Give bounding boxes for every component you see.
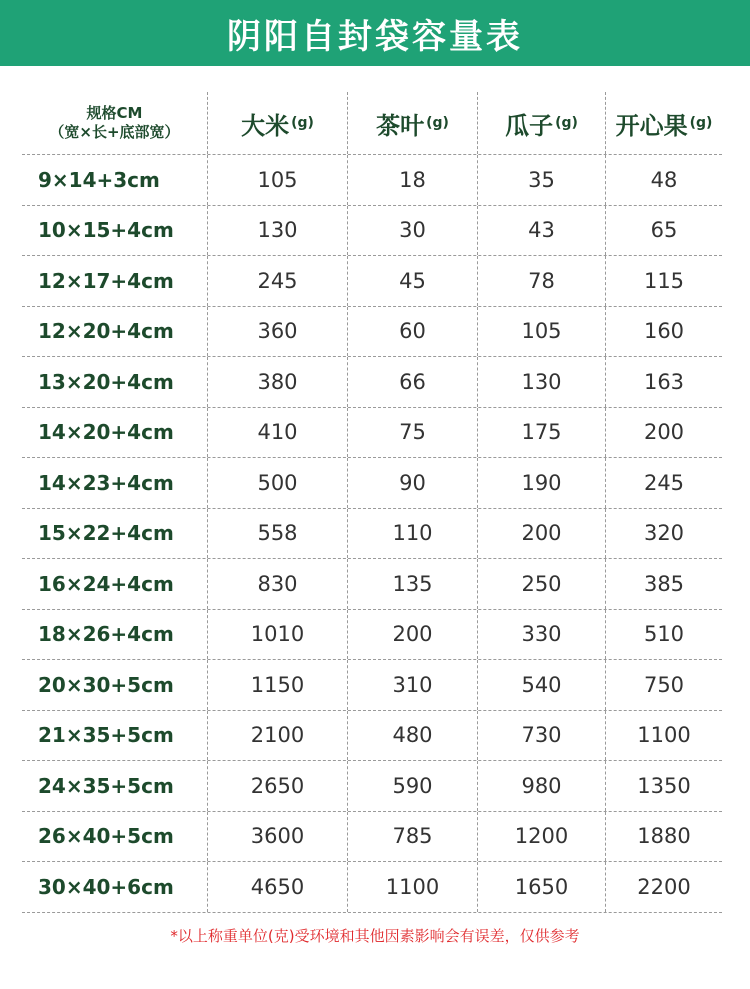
value-cell: 163 [643, 369, 685, 394]
value-cell: 1880 [637, 824, 691, 849]
value-cell: 200 [478, 509, 606, 559]
value-cell: 510 [643, 622, 685, 647]
value-cell: 1100 [637, 723, 691, 748]
table-row [22, 761, 722, 812]
column-header-rice [208, 92, 348, 154]
value-cell: 1150 [208, 660, 348, 710]
spec-cell: 26×40+5cm [22, 812, 208, 862]
column-unit: (g) [555, 115, 578, 131]
value-cell: 1010 [208, 610, 348, 660]
column-header-seeds [478, 92, 606, 154]
value-cell: 360 [208, 307, 348, 357]
value-cell: 4650 [208, 862, 348, 912]
spec-cell: 20×30+5cm [22, 660, 208, 710]
table-row [22, 357, 722, 408]
page-title: 阴阳自封袋容量表 [227, 16, 523, 57]
table-header-row [22, 92, 722, 155]
value-cell: 730 [478, 711, 606, 761]
value-cell: 3600 [208, 812, 348, 862]
column-name: 茶叶 [376, 111, 425, 140]
table-row [22, 610, 722, 661]
spec-cell: 14×23+4cm [22, 458, 208, 508]
value-cell: 130 [478, 357, 606, 407]
spec-column-header [22, 92, 208, 154]
value-cell: 250 [478, 559, 606, 609]
value-cell: 45 [348, 256, 478, 306]
value-cell: 750 [643, 672, 685, 697]
value-cell: 540 [478, 660, 606, 710]
table-row [22, 307, 722, 358]
value-cell: 175 [478, 408, 606, 458]
value-cell: 66 [348, 357, 478, 407]
spec-cell: 21×35+5cm [22, 711, 208, 761]
table-row [22, 509, 722, 560]
spec-cell: 30×40+6cm [22, 862, 208, 912]
value-cell: 110 [348, 509, 478, 559]
column-name: 大米 [241, 111, 290, 140]
value-cell: 78 [478, 256, 606, 306]
value-cell: 18 [348, 155, 478, 205]
spec-cell: 16×24+4cm [22, 559, 208, 609]
value-cell: 190 [478, 458, 606, 508]
value-cell: 980 [478, 761, 606, 811]
spec-cell: 12×20+4cm [22, 307, 208, 357]
value-cell: 30 [348, 206, 478, 256]
value-cell: 90 [348, 458, 478, 508]
value-cell: 1350 [637, 773, 691, 798]
value-cell: 200 [643, 420, 685, 445]
value-cell: 590 [348, 761, 478, 811]
footnote: *以上称重单位(克)受环境和其他因素影响会有误差，仅供参考 [170, 927, 580, 945]
value-cell: 2200 [637, 874, 691, 899]
value-cell: 310 [348, 660, 478, 710]
value-cell: 380 [208, 357, 348, 407]
value-cell: 245 [208, 256, 348, 306]
value-cell: 160 [643, 319, 685, 344]
value-cell: 500 [208, 458, 348, 508]
column-unit: (g) [426, 115, 449, 131]
value-cell: 35 [478, 155, 606, 205]
spec-header-line1: 规格CM [86, 104, 143, 122]
value-cell: 330 [478, 610, 606, 660]
value-cell: 75 [348, 408, 478, 458]
value-cell: 385 [643, 571, 685, 596]
table-row [22, 458, 722, 509]
value-cell: 1650 [478, 862, 606, 912]
value-cell: 135 [348, 559, 478, 609]
value-cell: 60 [348, 307, 478, 357]
value-cell: 130 [208, 206, 348, 256]
column-name: 开心果 [615, 111, 688, 140]
value-cell: 43 [478, 206, 606, 256]
table-row [22, 862, 722, 913]
table-row [22, 155, 722, 206]
value-cell: 785 [348, 812, 478, 862]
spec-cell: 10×15+4cm [22, 206, 208, 256]
capacity-table [22, 92, 722, 913]
column-name: 瓜子 [505, 111, 554, 140]
table-row [22, 660, 722, 711]
value-cell: 558 [208, 509, 348, 559]
spec-cell: 18×26+4cm [22, 610, 208, 660]
spec-cell: 15×22+4cm [22, 509, 208, 559]
column-unit: (g) [689, 115, 713, 131]
title-banner [0, 0, 750, 66]
value-cell: 115 [643, 268, 685, 293]
value-cell: 830 [208, 559, 348, 609]
value-cell: 320 [643, 521, 685, 546]
column-header-tea [348, 92, 478, 154]
table-body [22, 155, 722, 913]
column-unit: (g) [291, 115, 314, 131]
spec-cell: 14×20+4cm [22, 408, 208, 458]
column-header-pistachio [606, 92, 722, 154]
value-cell: 2100 [208, 711, 348, 761]
table-row [22, 812, 722, 863]
value-cell: 200 [348, 610, 478, 660]
value-cell: 105 [478, 307, 606, 357]
value-cell: 410 [208, 408, 348, 458]
table-row [22, 559, 722, 610]
value-cell: 1100 [348, 862, 478, 912]
value-cell: 2650 [208, 761, 348, 811]
value-cell: 65 [650, 218, 678, 243]
table-row [22, 256, 722, 307]
table-row [22, 711, 722, 762]
spec-cell: 24×35+5cm [22, 761, 208, 811]
table-row [22, 206, 722, 257]
spec-cell: 13×20+4cm [22, 357, 208, 407]
value-cell: 480 [348, 711, 478, 761]
value-cell: 105 [208, 155, 348, 205]
value-cell: 1200 [478, 812, 606, 862]
table-row [22, 408, 722, 459]
value-cell: 48 [650, 167, 678, 192]
spec-cell: 9×14+3cm [22, 155, 208, 205]
spec-header-line2: （宽×长+底部宽） [49, 123, 180, 141]
spec-cell: 12×17+4cm [22, 256, 208, 306]
value-cell: 245 [643, 470, 685, 495]
